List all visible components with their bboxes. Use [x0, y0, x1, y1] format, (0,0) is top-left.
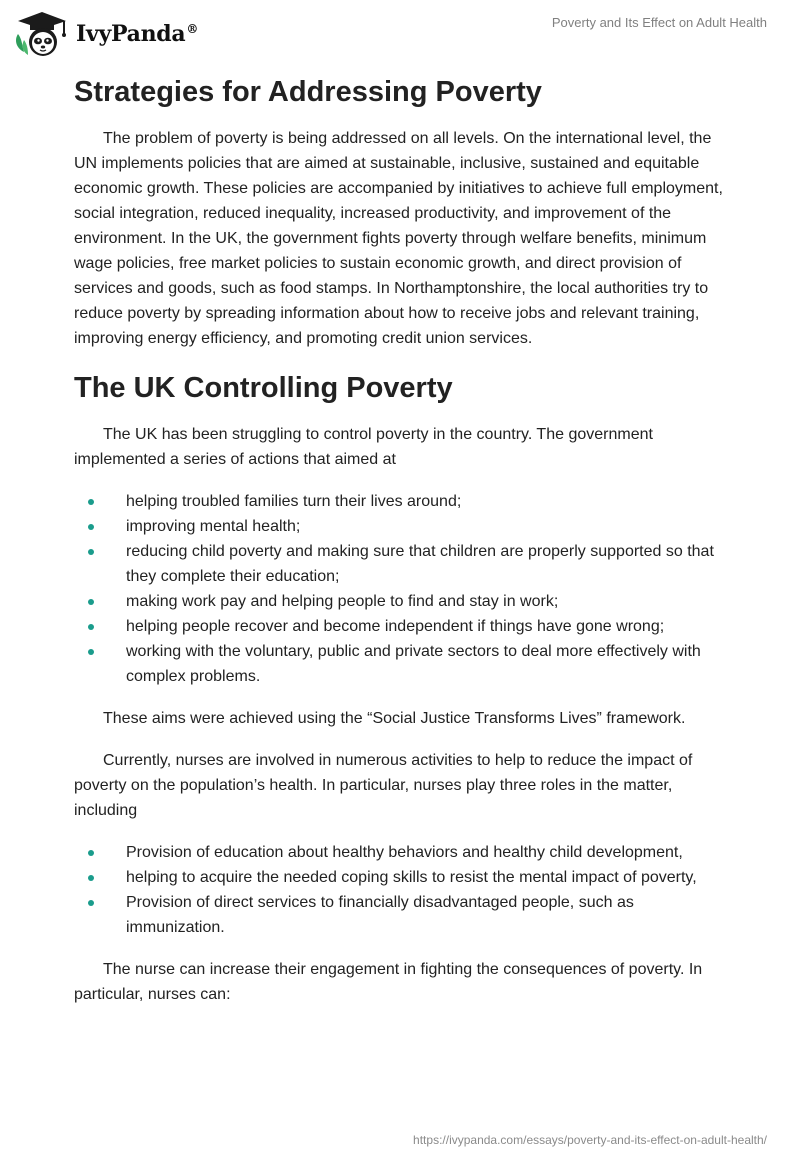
list-item: working with the voluntary, public and private sectors to deal more effectively with complex problems.	[74, 639, 734, 689]
section-heading-uk-controlling: The UK Controlling Poverty	[74, 372, 453, 404]
list-item: helping troubled families turn their lives around;	[74, 489, 734, 514]
nurses-intro-paragraph: Currently, nurses are involved in numerous activities to help to reduce the impact of poverty on the population’s health. In particular, nurses play three roles in the matter, including	[74, 752, 693, 819]
bullet-icon	[88, 499, 94, 505]
list-item: Provision of direct services to financially disadvantaged people, such as immunization.	[74, 890, 734, 940]
uk-intro-paragraph: The UK has been struggling to control poverty in the country. The government implemented a series of actions that aimed at	[74, 426, 653, 468]
page-header	[0, 0, 800, 70]
bullet-icon	[88, 875, 94, 881]
bullet-icon	[88, 649, 94, 655]
list-item: improving mental health;	[74, 514, 734, 539]
header-essay-title: Poverty and Its Effect on Adult Health	[551, 15, 767, 30]
bullet-icon	[88, 850, 94, 856]
strategies-paragraph: The problem of poverty is being addressed on all levels. On the international level, the UN implements policies that are aimed at sustainable, inclusive, sustained and equitable economic growth. These policies are accompanied by initiatives to achieve full employment, social integration, reduced inequality, increased productivity, and improvement of the environment. In the UK, the government fights poverty through welfare benefits, minimum wage policies, free market policies to sustain economic growth, and direct provision of services and goods, such as food stamps. In Northamptonshire, the local authorities try to reduce poverty by spreading information about how to receive jobs and relevant training, improving energy efficiency, and promoting credit union services.	[74, 130, 723, 347]
essay-content	[74, 72, 734, 1024]
list-item: reducing child poverty and making sure that children are properly supported so that they complete their education;	[74, 539, 734, 589]
bullet-icon	[88, 624, 94, 630]
engagement-paragraph: The nurse can increase their engagement in fighting the consequences of poverty. In particular, nurses can:	[74, 961, 703, 1003]
ivypanda-logo[interactable]	[14, 10, 198, 58]
government-actions-list	[74, 489, 734, 689]
framework-paragraph: These aims were achieved using the “Social Justice Transforms Lives” framework.	[103, 710, 686, 727]
bullet-icon	[88, 549, 94, 555]
list-item: helping people recover and become independent if things have gone wrong;	[74, 614, 734, 639]
nurse-roles-list	[74, 840, 734, 940]
logo-wordmark: IvyPanda®	[76, 21, 199, 47]
list-item: helping to acquire the needed coping skills to resist the mental impact of poverty,	[74, 865, 734, 890]
section-heading-strategies: Strategies for Addressing Poverty	[74, 76, 542, 108]
list-item: Provision of education about healthy behaviors and healthy child development,	[74, 840, 734, 865]
bullet-icon	[88, 900, 94, 906]
footer-source-url[interactable]: https://ivypanda.com/essays/poverty-and-its-effect-on-adult-health/	[413, 1133, 767, 1147]
list-item: making work pay and helping people to find and stay in work;	[74, 589, 734, 614]
bullet-icon	[88, 599, 94, 605]
bullet-icon	[88, 524, 94, 530]
panda-graduate-icon	[14, 10, 70, 58]
